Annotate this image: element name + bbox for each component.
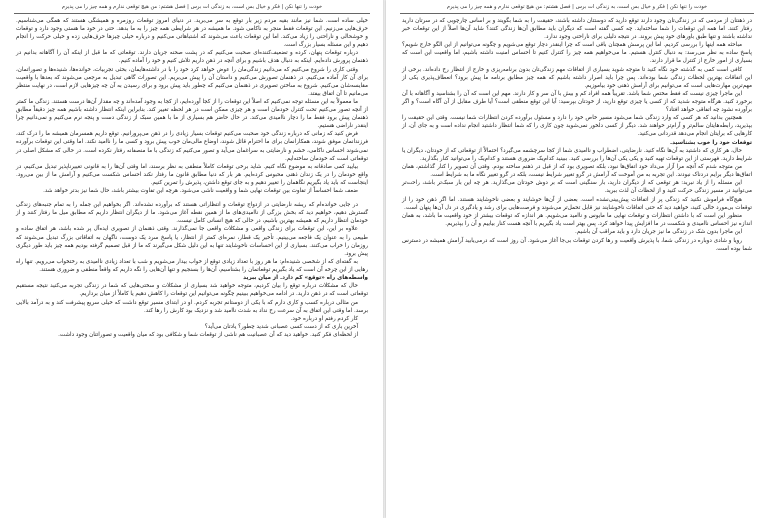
right-page-body (386, 14, 768, 253)
paragraph: کار کردم رفتم او درباره خود. (290, 315, 358, 322)
paragraph: وقتی کاری را شروع می‌کنیم که می‌دانیم زندگی‌مان را عوض خواهد کرد خود را با در داشته‌هایمان، بحثی تجربیات، خوانده‌ها، شنیده‌ها و تصوراتمان، برای آن کار آماده می‌کنیم. در ذهنمان تصورش می‌کنیم و داستان آن را پیش می‌بریم. این تصورات گاهی تبدیل به مرجعی می‌شوند که بعدها با واقعیت مقایسه‌شان می‌کنیم. شروع به ساختن تصویری در ذهنمان می‌کنیم که چطور باید پیش برود و برای رسیدن به آن چه چیزهایی لازم است، در نهایت منتظر می‌مانیم تا آن اتفاق بیفتد. (16, 66, 368, 97)
paragraph: از لحظه‌ای فکر کنید. خواهید دید که آن عصبانیت هم ناشی از توقعات شما و شکافی بود که میان واقعیت و تصوراتتان وجود داشت. (58, 332, 358, 339)
paragraph: به گفته‌ای که از شخصی شنیده‌ام: ما هر روز با تعداد زیادی توقع از خواب بیدار می‌شویم و شب با تعداد زیادی ناامیدی به رختخواب می‌رویم. تنها راه رهایی از این چرخه آن است که یاد بگیریم توقعاتمان را بشناسیم، آن‌ها را بسنجیم و تنها آن‌هایی را نگه داریم که واقعاً منطقی و ضروری هستند. (16, 258, 368, 273)
paragraph: هیچ‌گاه فراموش نکنید که زندگی پر از اتفاقات پیش‌بینی‌نشده است. بعضی از آن‌ها خوشایند و بعضی ناخوشایند هستند. اما اگر ذهن خود را از توقعات بی‌مورد خالی کنید، خواهید دید که حتی اتفاقات ناخوشایند نیز قابل تحمل‌تر می‌شوند و فرصت‌هایی برای رشد و یادگیری در دل آن‌ها پنهان است. (402, 196, 752, 211)
paragraph: آخرین باری که از دست کسی عصبانی شدید چطور؟ یادتان می‌آید؟ (204, 324, 358, 331)
left-page-body (0, 14, 384, 339)
paragraph: در ذهنتان از مردمی که در زندگی‌تان وجود دارند توقع دارید که دوستتان داشته باشند، حقیقت را به شما بگویند و بر اساس چارچوبی که در سرتان دارید رفتار کنند. اما همه این توقعات را شما ساخته‌اید. چه کسی گفته است که دیگران باید مطابق آن‌ها زندگی کنند؟ شاید آن‌ها اصلاً از این توقعات خبر نداشته باشند و تنها طبق باورهای خود پیش بروند. در نتیجه دلیلی برای ناراحتی وجود ندارد. (402, 18, 752, 41)
paragraph: منظور این است که با داشتن انتظارات و توقعات نهایی ما مایوس و ناامید می‌شویم. هر اندازه که توقعات بیشتر از خود واقعیت ما باشد، به همان اندازه نیز احساس ناامیدی و شکست در ما افزایش پیدا خواهد کرد. پس بهتر است یاد بگیریم با آنچه هست کنار بیاییم و آن را بپذیریم. (402, 213, 752, 228)
paragraph: درباره توقعات پنهان، کرده و تضعیف‌کننده‌ای صحبت می‌کنیم که در پشت صحنه جریان دارند. توقعاتی که ما قبل از اینکه آن را آگاهانه بدانیم در ذهنمان پرورش داده‌ایم. اینکه به دنبال هدف باشیم و برای آنچه در ذهن داریم تلاش کنیم و خود را آماده کنیم. (16, 50, 368, 65)
section-heading: واسطه‌های راه «توقع» کم دارد. از میان ببرید (243, 275, 368, 282)
paragraph: علاوه بر این، این توقعات برای زندگی واقعی و مشکلات واقعی جا نمی‌گذارند. وقتی ذهنمان از تصویری ایده‌آل پر شده باشد، هر اتفاق ساده و طبیعی را به عنوان یک فاجعه می‌بینیم. تأخیر یک قطار، نمره‌ای کمتر از انتظار، یا پاسخ سرد یک دوست، ناگهان به اتفاقاتی بزرگ تبدیل می‌شوند که روزمان را خراب می‌کنند. بسیاری از این احساسات ناخوشایند تنها به این دلیل شکل می‌گیرند که ما از قبل تصمیم گرفته بودیم همه چیز باید طور دیگری پیش برود. (16, 226, 368, 257)
left-page-header: خودت را تنها نکن | فکر و خیال بس است، به زندگی ات برس | فصل هشتم: من هیچ توقعی ندارم و همه چیز را می پذیرم (14, 0, 370, 14)
paragraph: مباحثه همه اینها را بررسی کردیم. اما این پرسش همچنان باقی است که چرا اینقدر دچار توقع می‌شویم و چگونه می‌توانیم از این الگو خارج شویم؟ پاسخ ساده به نظر می‌رسد: به دنبال کنترل هستیم. ما می‌خواهیم همه چیز را کنترل کنیم تا احساس امنیت داشته باشیم، اما واقعیت این است که بسیاری از امور خارج از کنترل ما قرار دارند. (402, 42, 752, 65)
paragraph: ما معمولاً به این مسئله توجه نمی‌کنیم که اصلاً این توقعات را از کجا آورده‌ایم، از کجا به وجود آمده‌اند و چه مقدار آن‌ها درست هستند. زندگی ما کمتر از آنچه تصور می‌کنیم تحت کنترل خودمان است و هر چیزی ممکن است در هر لحظه تغییر کند. بنابراین اینکه انتظار داشته باشیم همه چیز دقیقاً مطابق ذهنمان پیش برود فقط ما را دچار ناامیدی می‌کند. در حال حاضر هم بسیاری از ما با همین سبک از زندگی دست و پنجه نرم می‌کنیم و نمی‌دانیم چرا اینقدر ناراضی هستیم. (16, 99, 368, 130)
paragraph: فرض کنید که زمانی که درباره زندگی خود صحبت می‌کنیم توقعات بسیار زیادی را در ذهن می‌پرورانیم. توقع داریم همسرمان همیشه ما را درک کند، فرزندانمان موفق شوند، همکارانمان برای ما احترام قائل شوند، اوضاع مالی‌مان خوب پیش برود و کسی ما را ناامید نکند. اما وقتی این توقعات برآورده نمی‌شوند احساس ناکامی، خشم و نارضایتی به سراغمان می‌آید و تصور می‌کنیم که زندگی با ما منصفانه رفتار نکرده است. در حالی که مشکل اصلی در توقعاتی است که خودمان ساخته‌ایم. (16, 131, 368, 162)
section-heading: توقعات خود را خوب بشناسید. (670, 139, 752, 146)
paragraph: رویا و شادی دوباره در زندگی شما، با پذیرش واقعیت و رها کردن توقعات بی‌جا آغاز می‌شود. آن روز است که درمی‌یابید آرامش همیشه در دسترس شما بوده است. (402, 237, 752, 252)
paragraph: کافی است کمی به گذشته خود نگاه کنید تا متوجه شوید بسیاری از اتفاقات مهم زندگی‌تان بدون برنامه‌ریزی و خارج از انتظار رخ داده‌اند. برخی از این اتفاقات بهترین لحظات زندگی شما بوده‌اند. پس چرا باید اصرار داشته باشیم که همه چیز مطابق برنامه ما پیش برود؟ انعطاف‌پذیری یکی از مهم‌ترین مهارت‌هایی است که می‌توانیم برای آرامش ذهنی خود بیاموزیم. (402, 66, 752, 89)
paragraph: این ماجرا چیزی نیست که فقط مختص شما باشد. تقریباً همه افراد کم و بیش با آن سر و کار دارند. مهم این است که آن را بشناسید و آگاهانه با آن برخورد کنید. هرگاه متوجه شدید که از کسی یا چیزی توقع دارید، از خودتان بپرسید: آیا این توقع منطقی است؟ آیا طرف مقابل از آن آگاه است؟ و اگر برآورده نشود چه اتفاقی خواهد افتاد؟ (402, 90, 752, 114)
paragraph: خیلی ساده است. شما نیز مانند بقیه مردم زیر بار توقع به سر می‌برید. در دنیای امروز توقعات روزمره و همیشگی هستند که همگی می‌شناسیم. حرف‌هایی می‌زنیم. این توقعات فقط منجر به ناکامی شود. ما همیشه در هر شرایطی همه چیز را به ما بدهد. حتی در خود ما هستی وجود دارد و توقعات و خوشحالی و ناراحتی را زیاد می‌کند. اما این توقعات باعث می‌شوند که اشتباهاتی می‌کنیم و درباره خیلی چیزها حرف‌هایی زده و خیلی حرکت را انجام دهیم و این مسئله بسیار بزرگ است. (16, 18, 368, 49)
paragraph: من متوجه شدم که آنچه مرا آزار می‌داد خود اتفاق‌ها نبود، بلکه تصویری بود که از قبل در ذهنم ساخته بودم. وقتی آن تصویر را کنار گذاشتم، همان اتفاق‌ها دیگر برایم دردناک نبودند. این تجربه به من آموخت که آرامش در گرو تغییر شرایط نیست، بلکه در گرو تغییر نگاه ما به شرایط است. (402, 164, 752, 179)
paragraph: ضعف شما احساساً از تفاوت بین توقعات نهایی شما و واقعیت ناشی می‌شود. هرچه این تفاوت بیشتر باشد، حال شما نیز بدتر خواهد شد. (43, 188, 358, 195)
paragraph: حال که مشکلات درباره توقع را بیان کردیم، متوجه خواهید شد بسیاری از مشکلات و سختی‌هایی که شما در زندگی تجربه می‌کنید نتیجه مستقیم توقعاتی است که در ذهن دارید. در ادامه می‌خواهیم ببینیم چگونه می‌توانیم این توقعات را کاهش دهیم یا کاملاً از میان برداریم. (16, 283, 368, 298)
paragraph: بیایید کمی صادقانه به موضوع نگاه کنیم. شاید برخی توقعات کاملاً منطقی به نظر برسند، اما وقتی آن‌ها را به قانونی تغییرناپذیر تبدیل می‌کنیم، در واقع خودمان را در یک زندان ذهنی محبوس کرده‌ایم. هر بار که دنیا مطابق قانون ما رفتار نکند احساس شکست می‌کنیم و آرامش ما از بین می‌رود. اینجاست که باید یاد بگیریم نگاهمان را تغییر دهیم و به جای توقع داشتن، پذیرش را تمرین کنیم. (16, 163, 368, 186)
right-page (386, 0, 768, 518)
paragraph: حال، هر کاری که داشتید به آن‌ها نگاه کنید. نارضایتی، اضطراب و ناامیدی شما از کجا سرچشمه می‌گیرد؟ احتمالاً از توقعاتی که از خودتان، دیگران یا شرایط دارید. فهرستی از این توقعات تهیه کنید و یکی یکی آن‌ها را بررسی کنید. ببینید کدام‌یک ضروری هستند و کدام‌یک را می‌توانید کنار بگذارید. (402, 147, 752, 162)
paragraph: در جایی خوانده‌ام که ریشه نارضایتی در ازدواج توقعات و انتظاراتی هستند که برآورده نشده‌اند. اگر بخواهیم این جمله را به تمام جنبه‌های زندگی گسترش دهیم، خواهیم دید که بخش بزرگی از ناامیدی‌های ما از همین نقطه آغاز می‌شود. ما از دیگران انتظار داریم که مطابق میل ما رفتار کنند و از خودمان انتظار داریم که همیشه بهترین باشیم، در حالی که هیچ انسانی کامل نیست. (16, 202, 368, 225)
right-page-header: خودت را تنها نکن | فکر و خیال بس است، به زندگی ات برس | فصل هشتم: من هیچ توقعی ندارم و همه چیز را می پذیرم (400, 0, 754, 14)
paragraph: این مسئله را از یاد نبرید: هر توقعی که از دیگران دارید، بار سنگینی است که بر دوش خودتان می‌گذارید. هر چه این بار سبک‌تر باشد، راحت‌تر می‌توانید در مسیر زندگی حرکت کنید و از لحظات آن لذت ببرید. (402, 180, 752, 195)
paragraph: من مثالی درباره کسب و کاری دارم که با یکی از دوستانم تجربه کردم. او در ابتدای مسیر توقع داشت که خیلی سریع پیشرفت کند و به درآمد بالایی برسد. اما وقتی این اتفاق به آن سرعت رخ نداد به شدت ناامید شد و نزدیک بود کارش را رها کند. (16, 299, 368, 314)
paragraph: این ماجرا بدون شک در زندگی ما نیز جریان دارد و باید مراقب آن باشیم. (574, 229, 742, 236)
paragraph: همچنین بدانید که هر کسی که وارد زندگی شما می‌شود مسیر خاص خود را دارد و مسئول برآورده کردن انتظارات شما نیست. وقتی این حقیقت را بپذیرید، رابطه‌هایتان سالم‌تر و آرام‌تر خواهند شد. دیگر از کسی دلخور نمی‌شوید چون کاری را که شما انتظار داشتید انجام نداده است و به جای آن، از کارهایی که برایتان انجام می‌دهد قدردانی می‌کنید. (402, 115, 752, 138)
